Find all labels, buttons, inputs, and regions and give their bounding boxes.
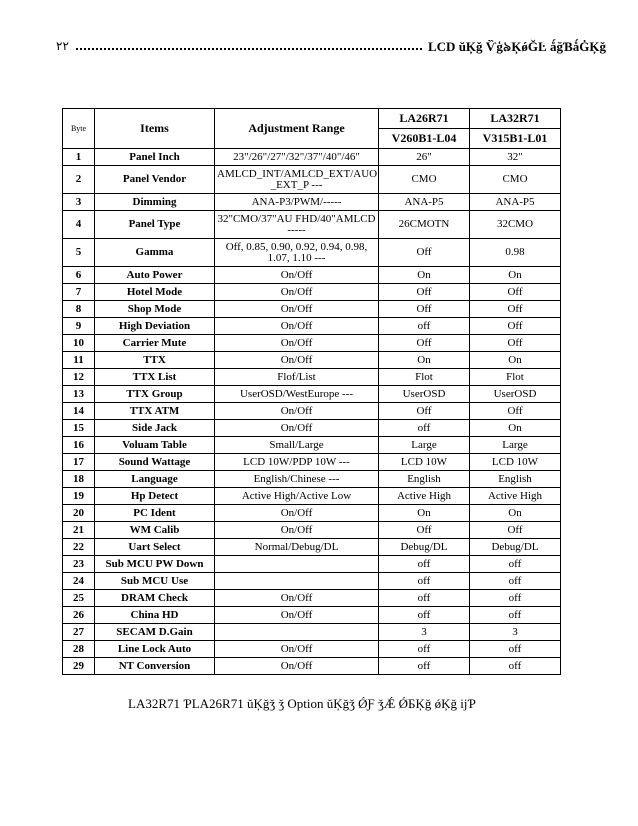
table-row (63, 505, 561, 522)
col-header-model-b: LA32R71 (470, 109, 561, 129)
range-cell (215, 556, 379, 573)
range-cell: On/Off (215, 522, 379, 539)
item-cell: Panel Inch (95, 149, 215, 166)
byte-cell: 22 (63, 539, 95, 556)
model-b-value-cell: On (470, 420, 561, 437)
model-b-value-cell: Large (470, 437, 561, 454)
byte-cell: 16 (63, 437, 95, 454)
item-cell: Dimming (95, 194, 215, 211)
item-cell: Panel Vendor (95, 166, 215, 194)
table-row (63, 194, 561, 211)
item-cell: Line Lock Auto (95, 641, 215, 658)
header-title: LCD ŭĶǧ Ѷģ৯ĶǿĞĿ ǻğƁǻĠĶǧ (428, 39, 607, 54)
model-a-value-cell: off (379, 556, 470, 573)
byte-cell: 11 (63, 352, 95, 369)
range-cell: On/Off (215, 335, 379, 352)
table-row (63, 590, 561, 607)
model-b-value-cell: 3 (470, 624, 561, 641)
table-row (63, 420, 561, 437)
table-row (63, 607, 561, 624)
range-cell: LCD 10W/PDP 10W --- (215, 454, 379, 471)
model-a-value-cell: Debug/DL (379, 539, 470, 556)
model-a-value-cell: LCD 10W (379, 454, 470, 471)
byte-cell: 2 (63, 166, 95, 194)
byte-cell: 21 (63, 522, 95, 539)
byte-cell: 9 (63, 318, 95, 335)
table-row (63, 166, 561, 194)
byte-cell: 12 (63, 369, 95, 386)
table-row (63, 267, 561, 284)
model-a-value-cell: off (379, 318, 470, 335)
item-cell: TTX (95, 352, 215, 369)
table-row (63, 369, 561, 386)
byte-cell: 17 (63, 454, 95, 471)
model-b-value-cell: Active High (470, 488, 561, 505)
model-a-value-cell: ANA-P5 (379, 194, 470, 211)
item-cell: Carrier Mute (95, 335, 215, 352)
model-b-value-cell: Off (470, 318, 561, 335)
byte-cell: 26 (63, 607, 95, 624)
model-a-value-cell: CMO (379, 166, 470, 194)
byte-cell: 13 (63, 386, 95, 403)
item-cell: TTX List (95, 369, 215, 386)
page-number: ٢٢ (56, 39, 69, 53)
model-b-value-cell: off (470, 607, 561, 624)
item-cell: China HD (95, 607, 215, 624)
model-b-value-cell: 32CMO (470, 211, 561, 239)
col-header-byte: Byte (63, 109, 95, 149)
range-cell: Normal/Debug/DL (215, 539, 379, 556)
item-cell: Hp Detect (95, 488, 215, 505)
model-b-value-cell: Debug/DL (470, 539, 561, 556)
table-row (63, 556, 561, 573)
item-cell: Sound Wattage (95, 454, 215, 471)
byte-cell: 1 (63, 149, 95, 166)
model-b-value-cell: Off (470, 335, 561, 352)
range-cell: UserOSD/WestEurope --- (215, 386, 379, 403)
model-b-value-cell: English (470, 471, 561, 488)
range-cell: On/Off (215, 420, 379, 437)
byte-cell: 5 (63, 239, 95, 267)
col-header-adjustment-range: Adjustment Range (215, 109, 379, 149)
model-a-value-cell: On (379, 505, 470, 522)
model-b-value-cell: Off (470, 522, 561, 539)
range-cell: On/Off (215, 352, 379, 369)
table-row (63, 386, 561, 403)
byte-cell: 19 (63, 488, 95, 505)
range-cell: ANA-P3/PWM/----- (215, 194, 379, 211)
range-cell: Small/Large (215, 437, 379, 454)
table-row (63, 239, 561, 267)
byte-cell: 8 (63, 301, 95, 318)
byte-cell: 3 (63, 194, 95, 211)
col-header-items: Items (95, 109, 215, 149)
item-cell: WM Calib (95, 522, 215, 539)
model-a-value-cell: Large (379, 437, 470, 454)
model-a-value-cell: UserOSD (379, 386, 470, 403)
model-b-value-cell: off (470, 658, 561, 675)
model-a-value-cell: Off (379, 301, 470, 318)
byte-cell: 23 (63, 556, 95, 573)
range-cell (215, 624, 379, 641)
model-b-value-cell: off (470, 641, 561, 658)
range-cell: On/Off (215, 505, 379, 522)
byte-cell: 15 (63, 420, 95, 437)
range-cell: AMLCD_INT/AMLCD_EXT/AUO _EXT_P --- (215, 166, 379, 194)
range-cell: English/Chinese --- (215, 471, 379, 488)
model-b-value-cell: On (470, 267, 561, 284)
range-cell: On/Off (215, 641, 379, 658)
item-cell: Sub MCU PW Down (95, 556, 215, 573)
item-cell: Sub MCU Use (95, 573, 215, 590)
model-a-value-cell: Off (379, 239, 470, 267)
byte-cell: 14 (63, 403, 95, 420)
model-a-value-cell: Off (379, 335, 470, 352)
table-row (63, 471, 561, 488)
model-a-value-cell: off (379, 641, 470, 658)
byte-cell: 20 (63, 505, 95, 522)
range-cell: On/Off (215, 607, 379, 624)
model-b-value-cell: Flot (470, 369, 561, 386)
range-cell: On/Off (215, 403, 379, 420)
model-b-value-cell: UserOSD (470, 386, 561, 403)
range-cell: 23"/26"/27"/32"/37"/40"/46" (215, 149, 379, 166)
table-row (63, 301, 561, 318)
model-a-value-cell: off (379, 658, 470, 675)
item-cell: DRAM Check (95, 590, 215, 607)
range-cell (215, 573, 379, 590)
model-b-value-cell: LCD 10W (470, 454, 561, 471)
item-cell: Shop Mode (95, 301, 215, 318)
byte-cell: 6 (63, 267, 95, 284)
model-b-value-cell: off (470, 556, 561, 573)
model-b-value-cell: 32" (470, 149, 561, 166)
model-a-value-cell: off (379, 573, 470, 590)
model-b-value-cell: On (470, 352, 561, 369)
model-a-value-cell: 26CMOTN (379, 211, 470, 239)
table-row (63, 488, 561, 505)
item-cell: Uart Select (95, 539, 215, 556)
item-cell: TTX ATM (95, 403, 215, 420)
range-cell: 32"CMO/37"AU FHD/40"AMLCD ----- (215, 211, 379, 239)
model-b-value-cell: Off (470, 284, 561, 301)
model-b-value-cell: Off (470, 403, 561, 420)
model-b-value-cell: 0.98 (470, 239, 561, 267)
page-header (56, 38, 607, 58)
table-row (63, 149, 561, 166)
table-row (63, 403, 561, 420)
range-cell: Flof/List (215, 369, 379, 386)
byte-cell: 4 (63, 211, 95, 239)
item-cell: Gamma (95, 239, 215, 267)
range-cell: Off, 0.85, 0.90, 0.92, 0.94, 0.98, 1.07, 1.10 --- (215, 239, 379, 267)
model-b-value-cell: On (470, 505, 561, 522)
model-b-value-cell: off (470, 590, 561, 607)
model-b-value-cell: Off (470, 301, 561, 318)
model-a-value-cell: Off (379, 522, 470, 539)
table-row (63, 318, 561, 335)
byte-cell: 27 (63, 624, 95, 641)
table-row (63, 573, 561, 590)
byte-cell: 7 (63, 284, 95, 301)
table-row (63, 624, 561, 641)
col-header-panel-a: V260B1-L04 (379, 129, 470, 149)
model-a-value-cell: On (379, 352, 470, 369)
item-cell: Hotel Mode (95, 284, 215, 301)
model-a-value-cell: English (379, 471, 470, 488)
byte-cell: 25 (63, 590, 95, 607)
model-a-value-cell: Off (379, 284, 470, 301)
table-row (63, 437, 561, 454)
model-a-value-cell: 3 (379, 624, 470, 641)
model-b-value-cell: ANA-P5 (470, 194, 561, 211)
range-cell: On/Off (215, 284, 379, 301)
range-cell: Active High/Active Low (215, 488, 379, 505)
table-row (63, 454, 561, 471)
table-row (63, 539, 561, 556)
table-row (63, 641, 561, 658)
range-cell: On/Off (215, 658, 379, 675)
item-cell: PC Ident (95, 505, 215, 522)
header-dotted-rule (76, 48, 422, 50)
model-b-value-cell: CMO (470, 166, 561, 194)
model-a-value-cell: Flot (379, 369, 470, 386)
item-cell: NT Conversion (95, 658, 215, 675)
range-cell: On/Off (215, 590, 379, 607)
col-header-model-a: LA26R71 (379, 109, 470, 129)
model-a-value-cell: Active High (379, 488, 470, 505)
footer-note: LA32R71 ƤLA26R71 ŭĶǧǯ ǯ Option ŭĶǧǯ ǾƑ ǯǼ ǾƂĶǧ ǿĶǧ ĳƤ (128, 696, 476, 711)
byte-cell: 18 (63, 471, 95, 488)
model-a-value-cell: off (379, 607, 470, 624)
byte-cell: 10 (63, 335, 95, 352)
model-a-value-cell: 26" (379, 149, 470, 166)
model-a-value-cell: off (379, 420, 470, 437)
table-body (63, 149, 561, 675)
range-cell: On/Off (215, 318, 379, 335)
item-cell: Auto Power (95, 267, 215, 284)
model-b-value-cell: off (470, 573, 561, 590)
byte-cell: 29 (63, 658, 95, 675)
col-header-panel-b: V315B1-L01 (470, 129, 561, 149)
item-cell: Panel Type (95, 211, 215, 239)
table-row (63, 522, 561, 539)
item-cell: Language (95, 471, 215, 488)
item-cell: SECAM D.Gain (95, 624, 215, 641)
option-settings-table (62, 108, 561, 675)
item-cell: Voluam Table (95, 437, 215, 454)
model-a-value-cell: off (379, 590, 470, 607)
table-row (63, 335, 561, 352)
range-cell: On/Off (215, 301, 379, 318)
item-cell: High Deviation (95, 318, 215, 335)
table-row (63, 352, 561, 369)
item-cell: Side Jack (95, 420, 215, 437)
range-cell: On/Off (215, 267, 379, 284)
model-a-value-cell: On (379, 267, 470, 284)
table-row (63, 211, 561, 239)
item-cell: TTX Group (95, 386, 215, 403)
model-a-value-cell: Off (379, 403, 470, 420)
table-row (63, 284, 561, 301)
byte-cell: 24 (63, 573, 95, 590)
table-row (63, 658, 561, 675)
byte-cell: 28 (63, 641, 95, 658)
